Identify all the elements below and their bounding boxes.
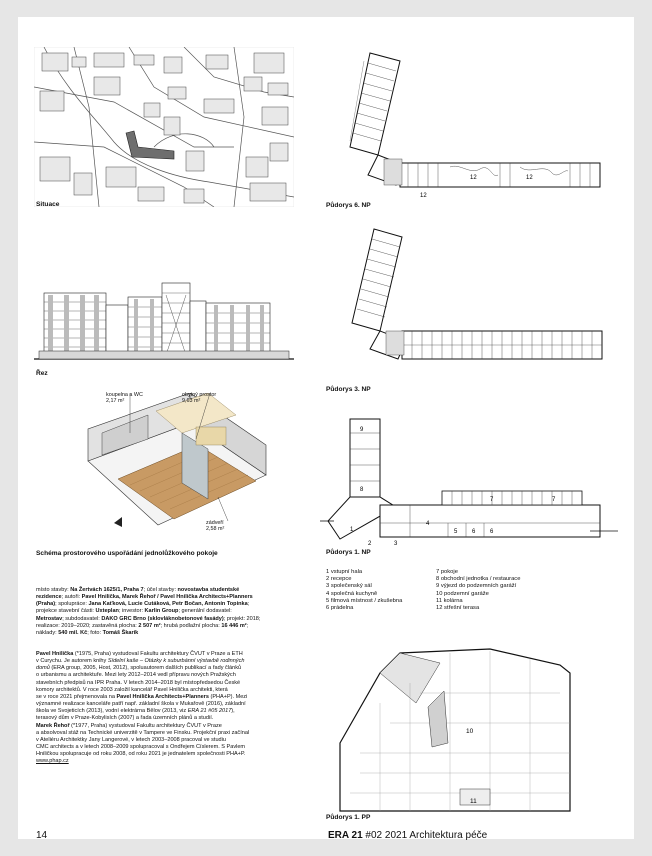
- plan1-num-6b: 6: [490, 529, 494, 535]
- legend-item: 10 podzemní garáže: [436, 590, 489, 597]
- floor-plan-1np: [320, 399, 620, 557]
- floor-plan-3np: [320, 227, 620, 377]
- author-bios: Pavel Hnilička (*1975, Praha) vystudoval Fakultu architektury ČVUT v Praze a ETH v Curychu. Je autorem knihy Sídelní kaše – Otázky k suburbánní výstavbě rodinných domů (ERA group, 2005, Host, 2012), spoluautorem dalších publikací a řady článků o urbanismu a architektuře. Mezi lety 2012–2014 vedl přípravu nových Pražských stavebních předpisů na IPR Praha. V letech 2014–2018 byl místopředsedou České komory architektů. V roce 2003 založil kancelář Pavel Hnilička architekti, která se v roce 2021 přejmenovala na Pavel Hnilička Architects+Planners (PHA+P). Mezi významné realizace kanceláře patří např. základní škola v Mukařově (2016), základní škola ve Svojeticích (2013), vodní elektrárna Bělov (2013, viz ERA 21 #05 2017), terasový dům v Praze-Kobylisích (2007) a řada územních plánů a studií. Marek Řehoř (*1977, Praha) vystudoval Fakultu architektury ČVUT v Praze a absolvoval stáž na Technické univerzitě v Tampere ve Finsku. Projekční praxi začínal v Ateliéru Architektky Jany Langerové, v letech 2003–2008 pracoval ve studiu CMC architects a v letech 2008–2009 spolupracoval s Ondřejem Císlerem. S Pavlem Hniličkou spolupracuje od roku 2008, od roku 2021 je jednatelem společnosti PHA+P. www.phap.cz: [36, 651, 250, 765]
- legend-item: 7 pokoje: [436, 569, 458, 575]
- plan1-num-4: 4: [426, 521, 430, 527]
- room-axonometry-figure: [78, 393, 278, 543]
- legend-item: 12 střešní terasa: [436, 605, 480, 612]
- legend-right: [436, 569, 520, 612]
- plan1-num-3: 3: [394, 541, 398, 547]
- plan1-num-2: 2: [368, 541, 372, 547]
- caption-np6: Půdorys 6. NP: [326, 202, 371, 209]
- plan1-num-6a: 6: [472, 529, 476, 535]
- journal-name: ERA 21: [328, 830, 363, 841]
- floor-plan-6np: [320, 51, 620, 201]
- floor-plan-1pp: [320, 643, 620, 815]
- living-area: 9,63 m²: [182, 398, 201, 405]
- bath-area: 2,17 m²: [106, 398, 125, 405]
- section-figure: [34, 275, 294, 367]
- legend-item: 11 kolárna: [436, 597, 463, 604]
- plan1-num-9: 9: [360, 427, 364, 433]
- living-label: obytný prostor: [182, 392, 217, 398]
- lobby-area: 2,58 m²: [206, 526, 225, 533]
- caption-schema: Schéma prostorového uspořádání jednolůžkového pokoje: [36, 550, 218, 557]
- plan1-num-7a: 7: [490, 497, 494, 503]
- journal-issue: #02 2021 Architektura péče: [362, 830, 488, 841]
- plan1-num-8a: 8: [360, 487, 364, 493]
- legend-item: 4 společná kuchyně: [326, 590, 378, 597]
- website-link[interactable]: www.phap.cz: [36, 758, 69, 765]
- annotation-lobby: [206, 520, 224, 532]
- lobby-label: zádveří: [206, 520, 224, 526]
- page-number: 14: [36, 830, 48, 841]
- legend-item: 6 prádelna: [326, 605, 354, 612]
- legend-left: [326, 569, 402, 612]
- plan-pp-num-11: 11: [470, 798, 477, 805]
- site-plan-figure: [34, 47, 294, 207]
- plan1-num-7b: 7: [552, 497, 556, 503]
- legend-item: 8 obchodní jednotka / restaurace: [436, 576, 521, 583]
- legend-item: 9 výjezd do podzemních garáží: [436, 583, 517, 590]
- magazine-page: [18, 17, 634, 839]
- legend-item: 3 společenský sál: [326, 583, 372, 590]
- plan6-num-2: 12: [470, 175, 477, 181]
- plan6-num-1: 12: [420, 193, 427, 199]
- caption-np1: Půdorys 1. NP: [326, 549, 371, 556]
- journal-footer: [328, 830, 487, 841]
- caption-rez: Řez: [36, 370, 48, 377]
- legend-item: 5 filmová místnost / zkušebna: [326, 597, 403, 604]
- caption-situace: Situace: [36, 201, 60, 208]
- caption-pp1: Půdorys 1. PP: [326, 814, 371, 821]
- legend-item: 2 recepce: [326, 576, 352, 583]
- legend-item: 1 vstupní hala: [326, 569, 363, 575]
- plan6-num-3: 12: [526, 175, 533, 181]
- annotation-bath: [106, 392, 143, 404]
- annotation-living: [182, 392, 216, 404]
- project-credits: místo stavby: Na Žertvách 1625/1, Praha 7; účel stavby: novostavba studentské rezidence; autoři: Pavel Hnilička, Marek Řehoř / Pavel Hnilička Architects+Planners (Praha); spolupráce: Jana Kaťková, Lucie Cutáková, Petr Bočan, Antonín Topinka; projekce stavební části: Uxteplan; investor: Karlin Group; generální dodavatel: Metrostav; subdodavatel: DAKO GRC Brno (sklovláknobetonové fasády); projekt: 2018; realizace: 2019–2020; zastavěná plocha: 2 507 m²; hrubá podlažní plocha: 16 446 m²; náklady: 540 mil. Kč; foto: Tomáš Škarík: [36, 587, 261, 636]
- plan1-num-5: 5: [454, 529, 458, 535]
- plan-pp-num-10: 10: [466, 728, 474, 735]
- plan1-num-1: 1: [350, 527, 354, 533]
- bath-label: koupelna a WC: [106, 392, 143, 398]
- caption-np3: Půdorys 3. NP: [326, 386, 371, 393]
